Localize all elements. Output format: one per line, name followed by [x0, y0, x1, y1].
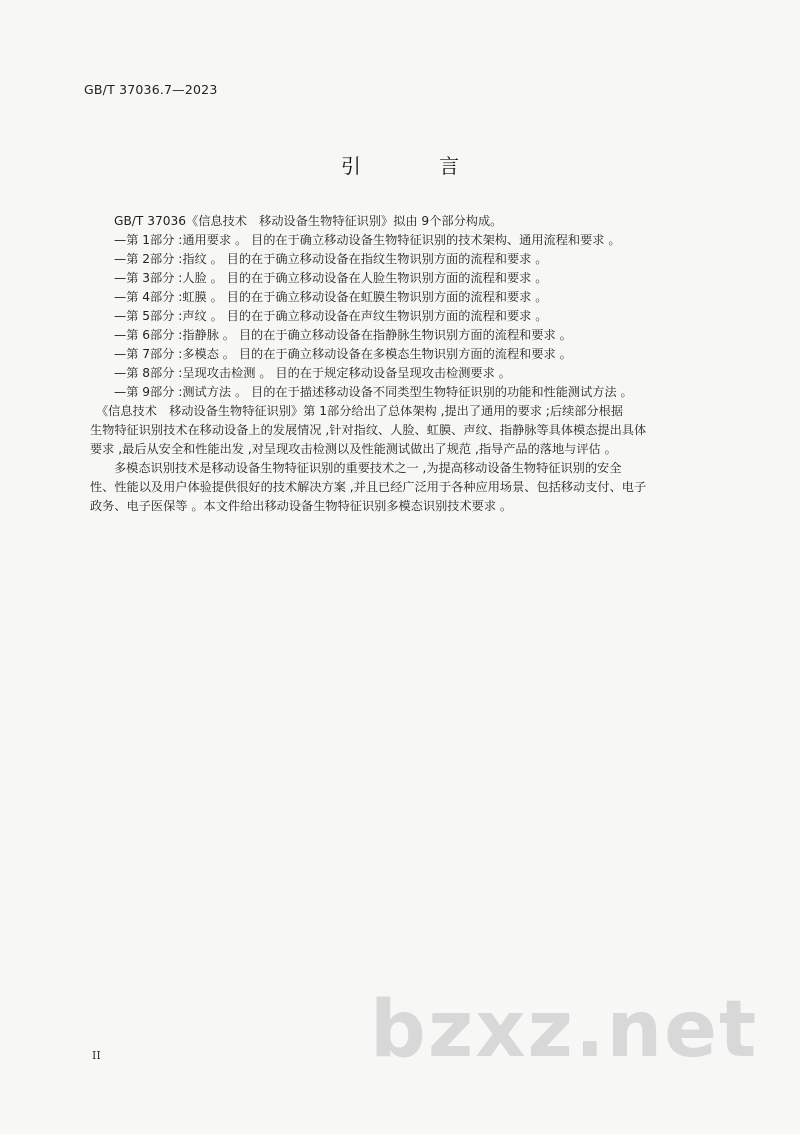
- watermark: bzxz.net: [370, 985, 759, 1075]
- part-item: —第 3部分 :人脸 。 目的在于确立移动设备在人脸生物识别方面的流程和要求 。: [114, 271, 548, 285]
- part-item: —第 8部分 :呈现攻击检测 。 目的在于规定移动设备呈现攻击检测要求 。: [114, 366, 511, 380]
- part-item: —第 5部分 :声纹 。 目的在于确立移动设备在声纹生物识别方面的流程和要求 。: [114, 309, 548, 323]
- paragraph-line: 《信息技术 移动设备生物特征识别》第 1部分给出了总体架构 ,提出了通用的要求 ;后续部分根据: [96, 404, 624, 418]
- parts-list: [90, 231, 730, 402]
- paragraph-multimodal: [90, 459, 730, 516]
- paragraph-line: 要求 ,最后从安全和性能出发 ,对呈现攻击检测以及性能测试做出了规范 ,指导产品的落地与评估 。: [90, 442, 617, 456]
- standard-code: GB/T 37036.7—2023: [84, 82, 218, 97]
- part-item: —第 1部分 :通用要求 。 目的在于确立移动设备生物特征识别的技术架构、通用流程和要求 。: [114, 233, 621, 247]
- part-item: —第 2部分 :指纹 。 目的在于确立移动设备在指纹生物识别方面的流程和要求 。: [114, 252, 548, 266]
- part-item: —第 9部分 :测试方法 。 目的在于描述移动设备不同类型生物特征识别的功能和性能测试方法 。: [114, 385, 633, 399]
- page-title: 引 言: [340, 154, 496, 178]
- page-number: II: [92, 1049, 101, 1062]
- part-item: —第 7部分 :多模态 。 目的在于确立移动设备在多模态生物识别方面的流程和要求 。: [114, 347, 572, 361]
- paragraph-line: 生物特征识别技术在移动设备上的发展情况 ,针对指纹、人脸、虹膜、声纹、指静脉等具体模态提出具体: [90, 423, 647, 437]
- paragraph-line: 政务、电子医保等 。本文件给出移动设备生物特征识别多模态识别技术要求 。: [90, 499, 513, 513]
- paragraph-overview: [90, 402, 730, 459]
- part-item: —第 4部分 :虹膜 。 目的在于确立移动设备在虹膜生物识别方面的流程和要求 。: [114, 290, 548, 304]
- paragraph-line: 多模态识别技术是移动设备生物特征识别的重要技术之一 ,为提高移动设备生物特征识别的安全: [114, 461, 622, 475]
- part-item: —第 6部分 :指静脉 。 目的在于确立移动设备在指静脉生物识别方面的流程和要求 。: [114, 328, 572, 342]
- paragraph-line: 性、性能以及用户体验提供很好的技术解决方案 ,并且已经广泛用于各种应用场景、包括移动支付、电子: [90, 480, 647, 494]
- document-body: [90, 212, 730, 516]
- intro-line: GB/T 37036《信息技术 移动设备生物特征识别》拟由 9个部分构成。: [114, 214, 503, 228]
